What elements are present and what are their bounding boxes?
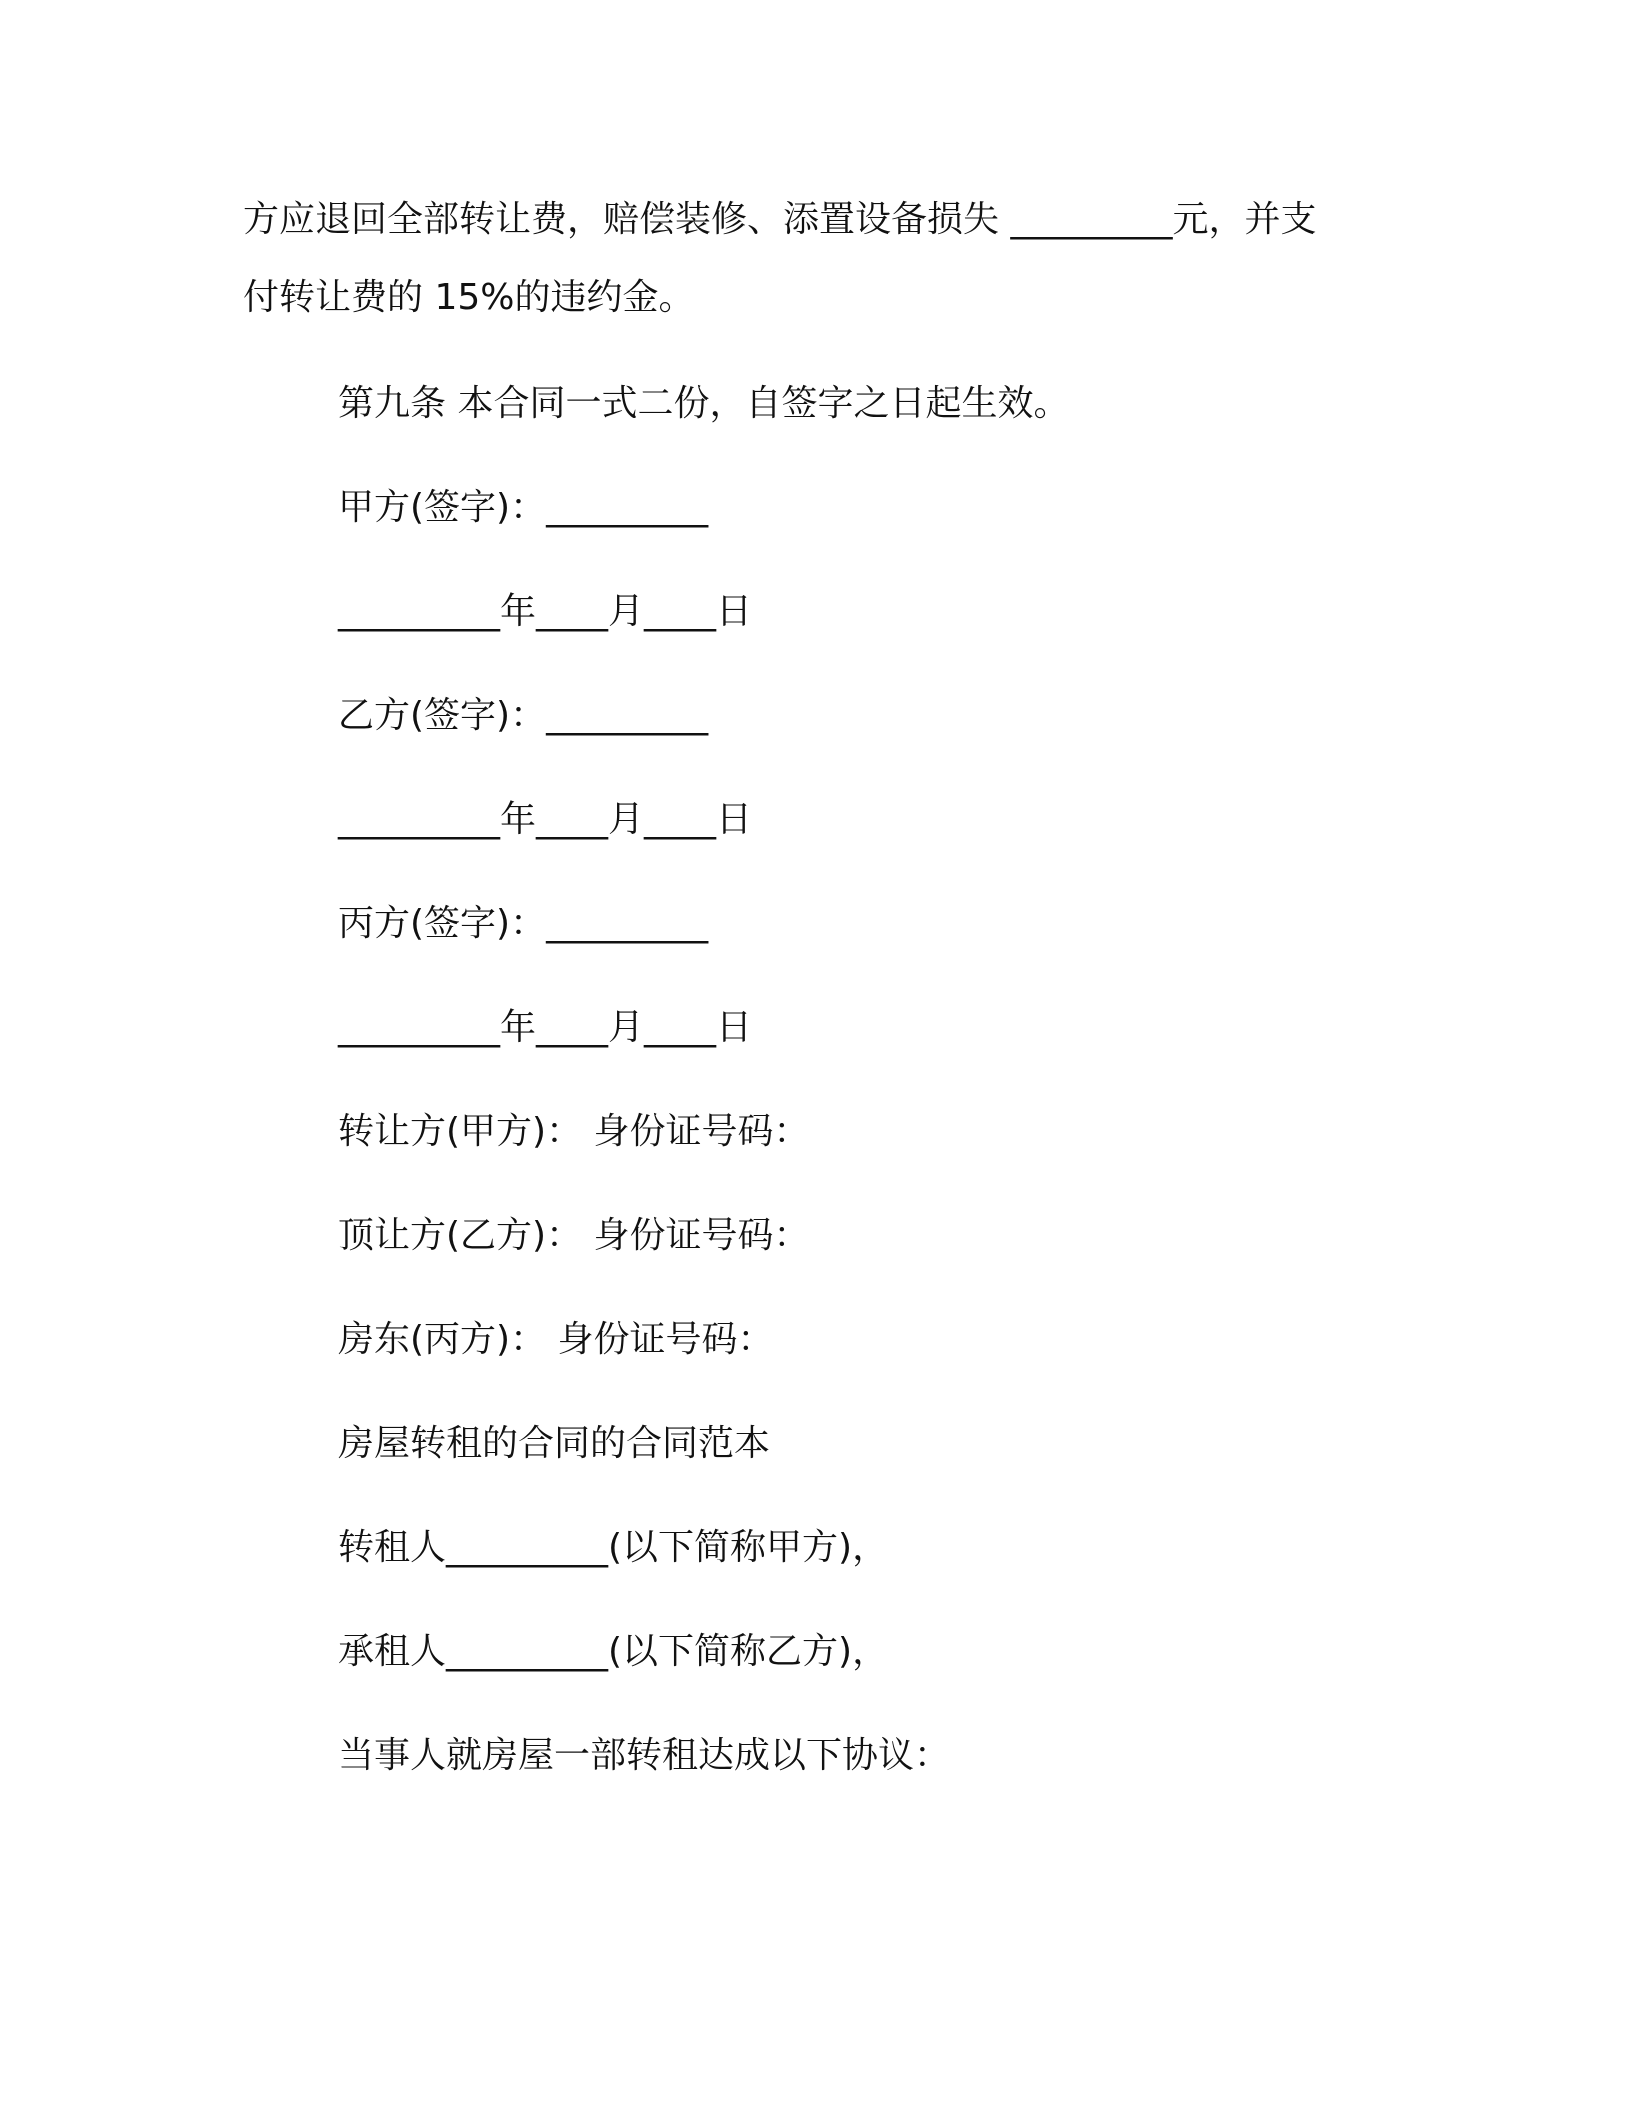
landlord-id-line: 房东(丙方)： 身份证号码：: [338, 1319, 774, 1360]
article-nine-line: 第九条 本合同一式二份，自签字之日起生效。: [338, 383, 1070, 424]
party-b-date-line: _________年____月____日: [338, 799, 752, 840]
party-c-signature-line: 丙方(签字)：_________: [338, 903, 709, 944]
paragraph-line-penalty: 付转让费的 15%的违约金。: [243, 277, 695, 318]
transferor-id-line: 转让方(甲方)： 身份证号码：: [338, 1111, 810, 1152]
party-b-signature-line: 乙方(签字)：_________: [338, 695, 709, 736]
sublessor-line: 转租人_________(以下简称甲方)，: [338, 1527, 889, 1568]
sublessee-line: 承租人_________(以下简称乙方)，: [338, 1631, 889, 1672]
agreement-intro-line: 当事人就房屋一部转租达成以下协议：: [338, 1735, 951, 1776]
transferee-id-line: 顶让方(乙方)： 身份证号码：: [338, 1215, 810, 1256]
template-title-line: 房屋转租的合同的合同范本: [338, 1423, 771, 1464]
party-a-date-line: _________年____月____日: [338, 591, 752, 632]
party-a-signature-line: 甲方(签字)：_________: [338, 487, 709, 528]
party-c-date-line: _________年____月____日: [338, 1007, 752, 1048]
paragraph-line-refund-clause: 方应退回全部转让费，赔偿装修、添置设备损失 _________元，并支: [243, 199, 1317, 240]
